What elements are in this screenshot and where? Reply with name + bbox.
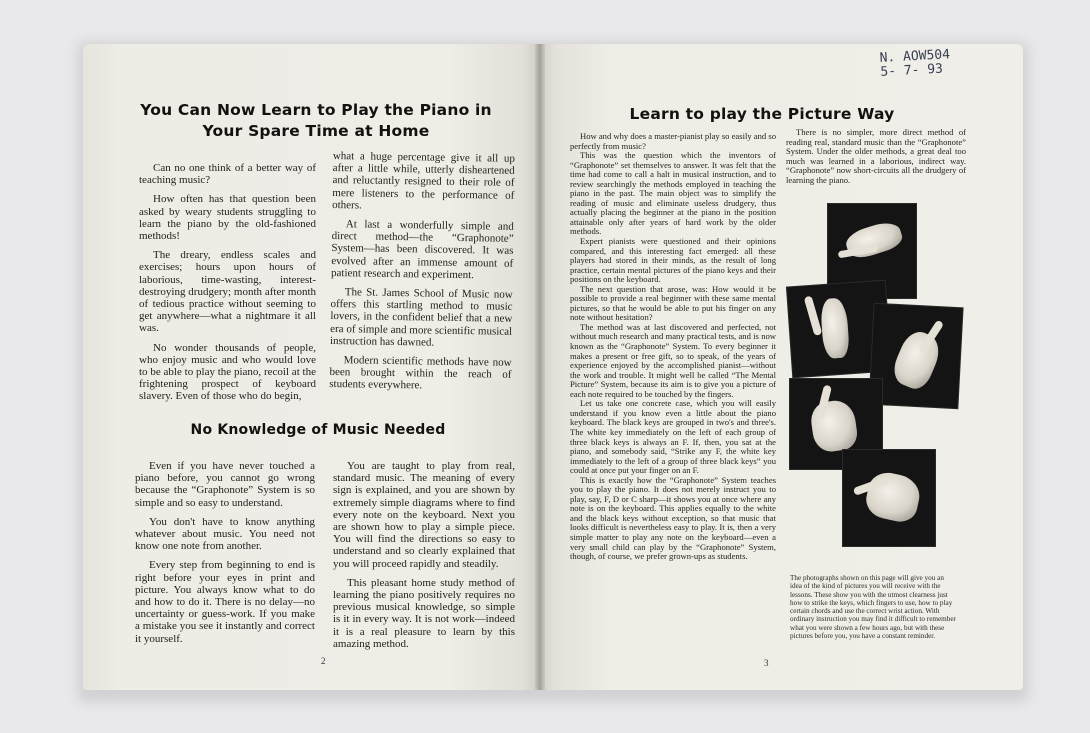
paragraph: Modern scientific methods have now been brought within the reach of students everywhere. bbox=[329, 354, 512, 392]
paragraph: The dreary, endless scales and exercises; hours upon hours of laborious, time-wasting, interest-destroying drudgery; month after month of tedious practice without seeming to get anywhere—what a nightmare it all was. bbox=[139, 249, 316, 335]
handwritten-catalog-note bbox=[879, 48, 951, 80]
left-page-title: You Can Now Learn to Play the Piano in Your Spare Time at Home bbox=[140, 101, 492, 140]
paragraph: The method was at last discovered and perfected, not without much research and many practical tests, and is now known as the “Graphonote” System. To every beginner it makes a present or free gift, so to speak, of the years of experience enjoyed by the accomplished pianist—without the work and trouble. It might well be called “The Mental Picture” System, because its aim is to give you a picture of each note required to be touched by the fingers. bbox=[570, 321, 776, 399]
paragraph: Every step from beginning to end is right before your eyes in print and picture. You always know what to do and how to do it. There is no delay—no uncertainty or guess-work. If you make a mistake you see it instantly and correct it yourself. bbox=[135, 559, 315, 645]
photo-caption: The photographs shown on this page will give you an idea of the kind of pictures you will receive with the lessons. These show you with the utmost clearness just how to strike the keys, which fingers to use, how to play certain chords and use the correct wrist action. With ordinary instruction you may find it difficult to remember what you were shown a few hours ago, but with these pictures before you, you have a constant reminder. bbox=[790, 574, 956, 641]
right-column-1 bbox=[570, 132, 776, 562]
hand-image bbox=[809, 398, 860, 454]
paragraph: How and why does a master-pianist play so easily and so perfectly from music? bbox=[570, 131, 777, 151]
paragraph: This pleasant home study method of learning the piano positively requires no previous musical knowledge, so simple is it in every way. It is not work—indeed it is a real pleasure to learn by this amazing method. bbox=[333, 576, 515, 650]
paragraph: How often has that question been asked by weary students struggling to learn the piano by the old-fashioned methods! bbox=[139, 193, 316, 243]
hand-image bbox=[863, 469, 923, 525]
hand-image bbox=[888, 327, 945, 393]
page-number: 3 bbox=[764, 658, 769, 668]
left-page bbox=[83, 44, 540, 690]
page-number: 2 bbox=[321, 656, 326, 666]
paragraph: You are taught to play from real, standard music. The meaning of every sign is explained, and you are shown by extremely simple diagrams where to find every note on the keyboard. Next you are shown how to play a simple piece. You will find the directions so easy to understand and so clearly explained that you will proceed rapidly and steadily. bbox=[333, 460, 515, 570]
booklet-gutter bbox=[535, 44, 545, 690]
left-column-1 bbox=[139, 162, 316, 403]
right-page-title: Learn to play the Picture Way bbox=[629, 105, 895, 123]
paragraph: You don't have to know anything whatever about music. You need not know one note from another. bbox=[135, 515, 315, 553]
paragraph: Expert pianists were questioned and their opinions compared, and this interesting fact emerged: all these players had stored in their minds, as the result of long practice, certain mental pictures of the piano keys and their positions on the keyboard. bbox=[570, 236, 776, 285]
handwritten-line: 5- 7- 93 bbox=[879, 61, 944, 80]
paragraph: At last a wonderfully simple and direct method—the “Graphonote” System—has been discovered. It was evolved after an immense amount of patient research and experiment. bbox=[330, 218, 514, 282]
left-page-subtitle: No Knowledge of Music Needed bbox=[190, 422, 446, 438]
right-page bbox=[540, 44, 1023, 690]
paragraph: This was the question which the inventors of “Graphonote” set themselves to answer. It was felt that the time had come to call a halt in musical instruction, and to review searchingly the methods employed in teaching the piano in the past. The main object was to simplify the reading of music and eliminate useless drudgery, thus actually placing the beginner at the piano in the position attainable only after years of hard work by the older methods. bbox=[570, 150, 776, 237]
paragraph: The next question that arose, was: How would it be possible to provide a real beginner with these same mental pictures, so that he would be able to put his finger on any note without hesitation? bbox=[570, 283, 776, 323]
left-column-3 bbox=[135, 460, 315, 645]
paragraph: Even if you have never touched a piano before, you cannot go wrong because the “Graphonote” System is so simple and so easy to understand. bbox=[135, 460, 315, 509]
left-column-4 bbox=[333, 460, 515, 650]
hand-photo-3 bbox=[869, 304, 962, 408]
paragraph: No wonder thousands of people, who enjoy music and who would love to be able to play the piano, recoil at the frightening prospect of keyboard slavery. Even of those who do begin, bbox=[139, 341, 316, 403]
paragraph: what a huge percentage give it all up after a little while, utterly disheartened and reluctantly resigned to their role of mere listeners to the performance of others. bbox=[332, 150, 515, 212]
paragraph: There is no simpler, more direct method of reading real, standard music than the “Graphonote” System. Under the older methods, a great deal too much was learned in a laborious, indirect way. “Graphonote” now short-circuits all the drudgery of learning the piano. bbox=[786, 127, 966, 185]
paragraph: Let us take one concrete case, which you will easily understand if you know even a little about the piano keyboard. The black keys are grouped in two's and three's. The white key immediately on the left of each group of three black keys is always an F. If, then, you sat at the piano, and somebody said, “Strike any F, the white key immediately to the left of a group of three black keys” you could at once put your finger on an F. bbox=[570, 398, 776, 476]
left-column-2 bbox=[329, 150, 515, 393]
hand-photo-5 bbox=[843, 450, 935, 546]
paragraph: Can no one think of a better way of teaching music? bbox=[139, 162, 316, 187]
handwritten-line: N. AOW504 bbox=[879, 47, 951, 66]
paragraph: This is exactly how the “Graphonote” System teaches you to play the piano. It does not merely instruct you to play, say, F, D or C sharp—it shows you at once where any note is on the keyboard. This applies equally to the white and the black keys without exception, so that music that looks difficult is nevertheless easy to play. It is, then a very simple matter to play any note on the keyboard—even a very small child can play by the “Graphonote” System, though, of course, we prefer grown-ups as students. bbox=[570, 474, 776, 562]
paragraph: The St. James School of Music now offers this startling method to music lovers, in the confident belief that a new era of simple and more scientific musical instruction has dawned. bbox=[329, 286, 513, 349]
hand-image bbox=[820, 297, 850, 359]
right-column-2 bbox=[786, 128, 966, 185]
